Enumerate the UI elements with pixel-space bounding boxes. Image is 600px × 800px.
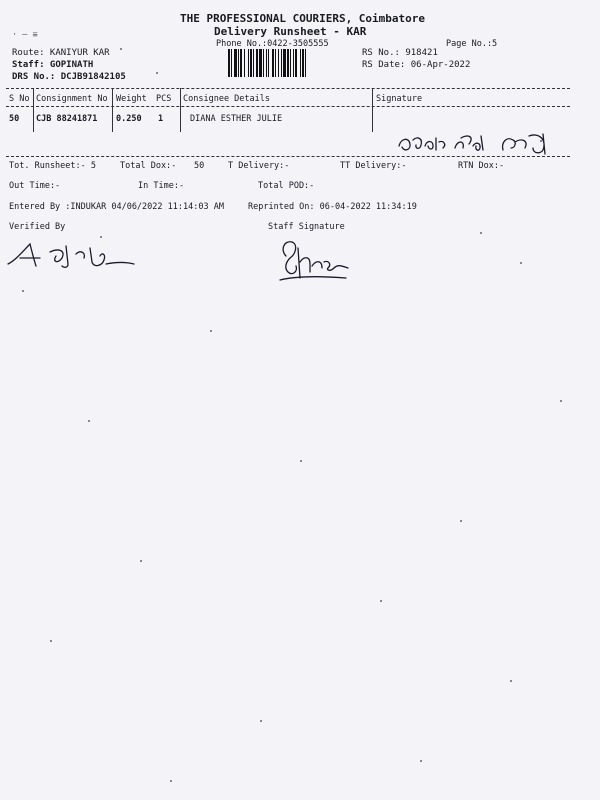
verifier-signature-image xyxy=(6,238,136,272)
out-time: Out Time:- xyxy=(9,181,61,191)
scan-speck xyxy=(120,48,122,50)
col-header-sno: S No xyxy=(9,94,30,104)
col-divider xyxy=(112,88,113,132)
table-header-rule xyxy=(6,106,570,107)
scan-speck xyxy=(380,600,382,602)
scan-speck xyxy=(50,640,52,642)
t-delivery: T Delivery:- xyxy=(228,161,290,171)
col-header-pcs: PCS xyxy=(156,94,172,104)
scan-speck xyxy=(170,780,172,782)
col-header-consignee: Consignee Details xyxy=(183,94,270,104)
entered-by: Entered By :INDUKAR 04/06/2022 11:14:03 AM xyxy=(9,202,224,212)
scan-speck xyxy=(560,400,562,402)
row-weight: 0.250 xyxy=(116,114,142,124)
scan-speck xyxy=(520,262,522,264)
corner-mark: · – ≡ xyxy=(12,30,38,40)
scan-speck xyxy=(480,232,482,234)
scan-speck xyxy=(88,420,90,422)
barcode xyxy=(228,49,352,77)
scan-speck xyxy=(260,720,262,722)
reprinted-on: Reprinted On: 06-04-2022 11:34:19 xyxy=(248,202,417,212)
in-time: In Time:- xyxy=(138,181,185,191)
scan-speck xyxy=(540,140,542,142)
scan-speck xyxy=(22,290,24,292)
staff-label: Staff: GOPINATH xyxy=(12,60,94,70)
scan-speck xyxy=(510,680,512,682)
scan-speck xyxy=(300,460,302,462)
drs-number: DRS No.: DCJB91842105 xyxy=(12,72,126,82)
phone-number: Phone No.:0422-3505555 xyxy=(216,39,329,49)
rs-number: RS No.: 918421 xyxy=(362,48,438,58)
staff-signature-label: Staff Signature xyxy=(268,222,345,232)
scan-speck xyxy=(210,330,212,332)
barcode-bar xyxy=(306,49,308,77)
staff-signature-image xyxy=(276,238,352,284)
route-label: Route: KANIYUR KAR xyxy=(12,48,110,58)
rs-date: RS Date: 06-Apr-2022 xyxy=(362,60,471,70)
verified-by-label: Verified By xyxy=(9,222,66,232)
col-header-weight: Weight xyxy=(116,94,147,104)
total-dox-value: 50 xyxy=(194,161,205,171)
company-title: THE PROFESSIONAL COURIERS, Coimbatore xyxy=(180,12,426,25)
scan-speck xyxy=(100,236,102,238)
scan-speck xyxy=(420,760,422,762)
col-header-signature: Signature xyxy=(376,94,423,104)
total-pod: Total POD:- xyxy=(258,181,315,191)
row-sno: 50 xyxy=(9,114,20,124)
total-dox-label: Total Dox:- xyxy=(120,161,177,171)
tot-runsheet: Tot. Runsheet:- 5 xyxy=(9,161,96,171)
runsheet-subtitle: Delivery Runsheet - KAR xyxy=(214,25,367,38)
scan-speck xyxy=(140,560,142,562)
scan-speck xyxy=(460,520,462,522)
col-divider xyxy=(180,88,181,132)
col-header-consignment: Consignment No xyxy=(36,94,108,104)
row-consignee: DIANA ESTHER JULIE xyxy=(190,114,283,124)
tt-delivery: TT Delivery:- xyxy=(340,161,407,171)
rtn-dox: RTN Dox:- xyxy=(458,161,505,171)
col-divider xyxy=(33,88,34,132)
col-divider xyxy=(372,88,373,132)
table-top-rule xyxy=(6,88,570,89)
scan-speck xyxy=(156,72,158,74)
receiver-signature-image xyxy=(395,128,555,160)
row-pcs: 1 xyxy=(158,114,164,124)
page-number: Page No.:5 xyxy=(446,39,498,49)
row-consignment: CJB 88241871 xyxy=(36,114,98,124)
